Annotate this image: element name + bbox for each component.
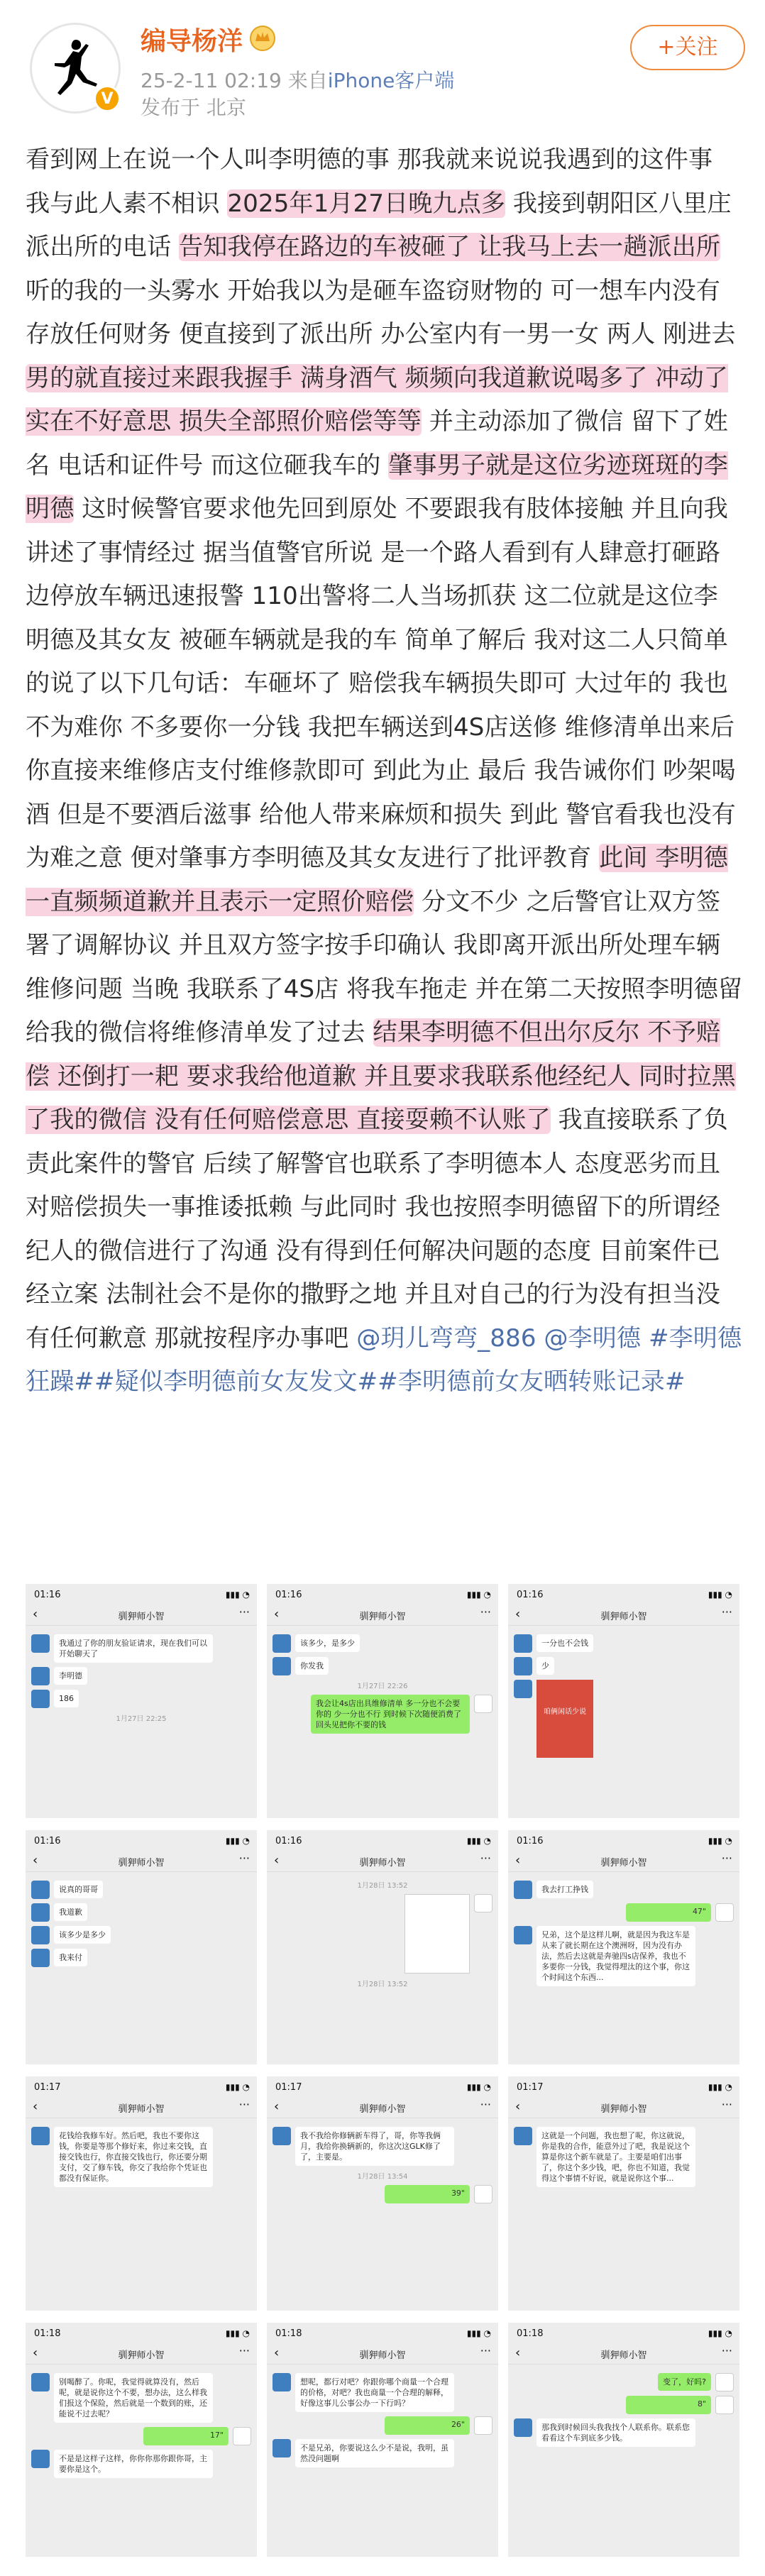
- chat-avatar[interactable]: [31, 2450, 50, 2468]
- chat-title: 驯狎师小智: [600, 2350, 647, 2361]
- message-bubble[interactable]: 186: [54, 1690, 79, 1707]
- back-icon[interactable]: ‹: [515, 2345, 521, 2360]
- status-time: 01:18: [275, 2328, 302, 2339]
- phone-status-bar: [508, 2076, 739, 2098]
- message-bubble[interactable]: 李明德: [54, 1667, 87, 1685]
- chat-avatar[interactable]: [31, 1667, 50, 1685]
- phone-status-bar: [26, 2323, 257, 2344]
- message-row: [273, 1634, 492, 1653]
- message-timestamp: 1月28日 13:52: [357, 1882, 408, 1890]
- highlighted-text: 此间 李明德一直频频道歉并且表示一定照价赔偿: [26, 844, 728, 916]
- chat-avatar[interactable]: [715, 2373, 734, 2391]
- post-source[interactable]: iPhone客户端: [327, 69, 455, 92]
- chat-navbar: [267, 2344, 498, 2365]
- phone-status-bar: [508, 1584, 739, 1605]
- status-time: 01:17: [517, 2082, 544, 2093]
- message-list: [508, 2118, 739, 2196]
- chat-screenshot[interactable]: [508, 1584, 739, 1818]
- message-row: [31, 1926, 251, 1944]
- message-bubble[interactable]: 少: [536, 1657, 554, 1675]
- chat-title: 驯狎师小智: [359, 2350, 406, 2361]
- message-timestamp: 1月28日 13:54: [357, 2173, 408, 2181]
- more-icon[interactable]: ···: [480, 2344, 491, 2357]
- message-row: [514, 1926, 734, 1986]
- back-icon[interactable]: ‹: [515, 1853, 521, 1868]
- image-grid: [26, 1584, 739, 2563]
- chat-screenshot[interactable]: [508, 1830, 739, 2064]
- message-list: [508, 1626, 739, 1766]
- chat-avatar[interactable]: [514, 1680, 532, 1698]
- back-icon[interactable]: ‹: [33, 2345, 38, 2360]
- message-bubble[interactable]: 不是是这样子这样，你你你那你跟你哥，主要你是这个。: [54, 2450, 213, 2478]
- message-bubble[interactable]: 你发我: [295, 1657, 329, 1675]
- chat-screenshot[interactable]: [26, 1584, 257, 1818]
- chat-title: 驯狎师小智: [118, 1858, 165, 1868]
- chat-title: 驯狎师小智: [359, 1858, 406, 1868]
- more-icon[interactable]: ···: [721, 2344, 732, 2357]
- message-row: [273, 1695, 492, 1734]
- message-bubble[interactable]: 我来付: [54, 1949, 87, 1966]
- status-time: 01:16: [517, 1590, 544, 1600]
- voice-message[interactable]: 47": [626, 1903, 711, 1922]
- signal-battery-icon: ▮▮▮ ◔: [466, 2328, 491, 2338]
- message-row: [31, 2450, 251, 2478]
- message-bubble[interactable]: 花钱给我修车好。然后吧，我也不要你这钱，你要是等那个修好来，你过来交钱，直接交钱也行，你直接交钱也行，你还要分期支付，交了修车钱，你交了我给你个凭证也都没有保证你。: [54, 2127, 213, 2187]
- message-timestamp: 1月27日 22:26: [357, 1683, 408, 1690]
- chat-avatar[interactable]: [514, 1657, 532, 1675]
- back-icon[interactable]: ‹: [274, 1607, 280, 1622]
- more-icon[interactable]: ···: [238, 2098, 250, 2111]
- message-row: [273, 1657, 492, 1675]
- follow-button[interactable]: +关注: [630, 25, 745, 70]
- chat-avatar[interactable]: [273, 1634, 291, 1653]
- message-row: [514, 2373, 734, 2391]
- chat-avatar[interactable]: [31, 1926, 50, 1944]
- message-row: [514, 1634, 734, 1653]
- chat-avatar[interactable]: [514, 1634, 532, 1653]
- chat-title: 驯狎师小智: [600, 1858, 647, 1868]
- message-list: [26, 2365, 257, 2487]
- post-body: [26, 138, 742, 1404]
- back-icon[interactable]: ‹: [33, 1607, 38, 1622]
- phone-status-bar: [508, 1830, 739, 1851]
- message-list: [267, 2118, 498, 2212]
- mentions-hashtags[interactable]: @玥儿弯弯_886 @李明德 #李明德狂躁##疑似李明德前女友发文##李明德前女友晒转账记录#: [26, 1323, 742, 1396]
- status-time: 01:16: [275, 1590, 302, 1600]
- jumpman-logo-icon: [48, 35, 103, 101]
- message-row: [273, 1894, 492, 1974]
- signal-battery-icon: ▮▮▮ ◔: [225, 1590, 250, 1600]
- phone-status-bar: [26, 2076, 257, 2098]
- message-list: [267, 2365, 498, 2476]
- message-list: [26, 1626, 257, 1730]
- chat-title: 驯狎师小智: [118, 2350, 165, 2361]
- message-row: [514, 2396, 734, 2414]
- post-meta: [141, 65, 454, 94]
- phone-status-bar: [26, 1830, 257, 1851]
- voice-message[interactable]: 8": [626, 2396, 711, 2414]
- message-row: [31, 1667, 251, 1685]
- phone-status-bar: [26, 1584, 257, 1605]
- chat-title: 驯狎师小智: [359, 1612, 406, 1622]
- chat-navbar: [26, 2344, 257, 2365]
- message-bubble[interactable]: 兄弟，这个是这样儿啊，就是因为我这车是从来了就长期在这个澳洲呀，因为没有办法，然后去这就是奔驰四s店保养，我也不多要你一分钱，我觉得埋汰的这个事，你这个时间这个东西...: [536, 1926, 695, 1986]
- chat-avatar[interactable]: [514, 1881, 532, 1899]
- message-bubble[interactable]: 别喝醉了。你呢，我觉得就算没有，然后呢，就是说你这个不要，想办法，这么样我们报这个保险，然后就是一个数到的账，还能说不过去呢？: [54, 2373, 213, 2423]
- message-row: [273, 2373, 492, 2412]
- chat-avatar[interactable]: [31, 1690, 50, 1708]
- signal-battery-icon: ▮▮▮ ◔: [225, 1836, 250, 1846]
- chat-title: 驯狎师小智: [600, 2104, 647, 2115]
- signal-battery-icon: ▮▮▮ ◔: [708, 1836, 732, 1846]
- message-bubble[interactable]: 变了，好吗?: [658, 2373, 711, 2391]
- signal-battery-icon: ▮▮▮ ◔: [466, 1590, 491, 1600]
- crown-badge-icon: [248, 24, 277, 51]
- voice-message[interactable]: 26": [385, 2416, 470, 2435]
- status-time: 01:16: [275, 1836, 302, 1846]
- status-time: 01:18: [34, 2328, 61, 2339]
- chat-navbar: [267, 2098, 498, 2118]
- message-row: [273, 2127, 492, 2166]
- highlighted-text: 男的就直接过来跟我握手 满身酒气 频频向我道歉说喝多了 冲动了 实在不好意思 损失全部照价赔偿等等: [26, 363, 728, 436]
- chat-avatar[interactable]: [474, 2416, 492, 2435]
- back-icon[interactable]: ‹: [274, 1853, 280, 1868]
- message-row: [514, 1903, 734, 1922]
- chat-avatar[interactable]: [31, 2127, 50, 2145]
- voice-message[interactable]: 17": [143, 2427, 229, 2445]
- chat-navbar: [26, 1605, 257, 1626]
- chat-navbar: [267, 1851, 498, 1872]
- message-bubble[interactable]: 一分也不会钱: [536, 1634, 593, 1652]
- message-bubble[interactable]: 该多少是多少: [54, 1926, 111, 1944]
- verified-badge-icon: V: [94, 85, 121, 112]
- chat-navbar: [508, 1605, 739, 1626]
- chat-title: 驯狎师小智: [359, 2104, 406, 2115]
- sticker-image[interactable]: 咱俩闲话少说: [536, 1680, 593, 1758]
- highlighted-text: 告知我停在路边的车被砸了 让我马上去一趟派出所: [179, 233, 720, 261]
- status-time: 01:16: [34, 1836, 61, 1846]
- phone-status-bar: [267, 2076, 498, 2098]
- status-time: 01:17: [275, 2082, 302, 2093]
- chat-avatar[interactable]: [715, 2396, 734, 2414]
- chat-avatar[interactable]: [31, 1903, 50, 1922]
- post-text: 听的我的一头雾水 开始我以为是砸车盗窃财物的 可一想车内没有存放任何财务 便直接到了派出所 办公室内有一男一女 两人 刚进去: [26, 276, 736, 348]
- signal-battery-icon: ▮▮▮ ◔: [708, 2328, 732, 2338]
- chat-screenshot[interactable]: [26, 1830, 257, 2064]
- post-text: 我直接联系了负责此案件的警官 后续了解警官也联系了李明德本人 态度恶劣而且对赔偿损失一事推诿抵赖 与此同时 我也按照李明德留下的所谓经纪人的微信进行了沟通 没有得到任何解决问题的态度 目前案件已经立案 法制社会不是你的撒野之地 并且对自己的行为没有担当没有任何歉意 那就按程序办事吧: [26, 1106, 728, 1353]
- message-bubble[interactable]: 我不我给你修辆新车得了，哥，你等我俩月，我给你换辆新的，你这次这GLK修了了，主要是。: [295, 2127, 454, 2166]
- signal-battery-icon: ▮▮▮ ◔: [708, 2082, 732, 2092]
- message-row: [273, 2439, 492, 2467]
- message-timestamp: 1月27日 22:25: [116, 1715, 167, 1723]
- chat-screenshot[interactable]: [267, 2076, 498, 2311]
- more-icon[interactable]: ···: [238, 1605, 250, 1619]
- back-icon[interactable]: ‹: [274, 2099, 280, 2114]
- chat-screenshot[interactable]: [508, 2076, 739, 2311]
- phone-status-bar: [508, 2323, 739, 2344]
- post-text: 分文不少 之后警官让双方签署了调解协议 并且双方签字按手印确认 我即离开派出所处理车辆维修问题 当晚 我联系了4S店 将我车拖走 并在第二天按照李明德留给我的微信将维修清单发了过去: [26, 887, 742, 1047]
- back-icon[interactable]: ‹: [515, 2099, 521, 2114]
- more-icon[interactable]: ···: [238, 1851, 250, 1865]
- username[interactable]: 编导杨洋: [141, 27, 243, 56]
- chat-screenshot[interactable]: [26, 2323, 257, 2557]
- message-bubble[interactable]: 我会让4s店出具维修清单 多一分也不会要你的 少一分也不行 到时候下次随便消费了 回头见把你不要的钱: [311, 1695, 470, 1734]
- post-text: 我接到朝阳区八里庄派出所的电话: [26, 189, 732, 261]
- message-row: [514, 1680, 734, 1758]
- message-row: [514, 1657, 734, 1675]
- message-row: [514, 2418, 734, 2447]
- chat-navbar: [508, 1851, 739, 1872]
- chat-navbar: [26, 1851, 257, 1872]
- back-icon[interactable]: ‹: [274, 2345, 280, 2360]
- chat-avatar[interactable]: [31, 1949, 50, 1967]
- chat-screenshot[interactable]: [267, 1584, 498, 1818]
- message-row: [273, 2185, 492, 2203]
- chat-navbar: [26, 2098, 257, 2118]
- chat-navbar: [508, 2344, 739, 2365]
- message-bubble[interactable]: 我通过了你的朋友验证请求，现在我们可以开始聊天了: [54, 1634, 213, 1663]
- message-list: [508, 2365, 739, 2455]
- chat-screenshot[interactable]: [267, 2323, 498, 2557]
- message-bubble[interactable]: 那我到时候回头我我找个人联系你。联系您看看这个车到底多少钱。: [536, 2418, 695, 2447]
- message-row: [31, 1690, 251, 1708]
- chat-screenshot[interactable]: [508, 2323, 739, 2557]
- post-header: [0, 0, 765, 145]
- status-time: 01:17: [34, 2082, 61, 2093]
- back-icon[interactable]: ‹: [33, 1853, 38, 1868]
- message-row: [31, 1903, 251, 1922]
- chat-avatar[interactable]: [31, 1634, 50, 1653]
- signal-battery-icon: ▮▮▮ ◔: [708, 1590, 732, 1600]
- chat-avatar[interactable]: [514, 1926, 532, 1944]
- chat-avatar[interactable]: [514, 2418, 532, 2437]
- status-time: 01:16: [34, 1590, 61, 1600]
- message-row: [273, 2416, 492, 2435]
- phone-status-bar: [267, 2323, 498, 2344]
- message-row: [31, 2427, 251, 2445]
- more-icon[interactable]: ···: [721, 2098, 732, 2111]
- message-list: [26, 2118, 257, 2196]
- post-text: 这时候警官要求他先回到原处 不要跟我有肢体接触 并且向我讲述了事情经过 据当值警官所说 是一个路人看到有人肆意打砸路边停放车辆迅速报警 110出警将二人当场抓获 这二位就是这位李明德及其女友 被砸车辆就是我的车 简单了解后 我对这二人只简单的说了以下几句话：车砸坏了 赔偿我车辆损失即可 大过年的 我也不为难你 不多要你一分钱 我把车辆送到4S店送修 维修清单出来后 你直接来维修店支付维修款即可 到此为止 最后 我告诫你们 吵架喝酒 但是不要酒后滋事 给他人带来麻烦和损失 到此 警官看我也没有为难之意 便对肇事方李明德及其女友进行了批评教育: [26, 495, 736, 872]
- highlighted-text: 肇事男子就是这位劣迹斑斑的李明德: [26, 451, 728, 523]
- more-icon[interactable]: ···: [480, 1605, 491, 1619]
- more-icon[interactable]: ···: [238, 2344, 250, 2357]
- chat-avatar[interactable]: [31, 1881, 50, 1899]
- signal-battery-icon: ▮▮▮ ◔: [225, 2328, 250, 2338]
- phone-status-bar: [267, 1830, 498, 1851]
- highlighted-text: 2025年1月27日晚九点多: [227, 189, 505, 218]
- signal-battery-icon: ▮▮▮ ◔: [225, 2082, 250, 2092]
- more-icon[interactable]: ···: [721, 1851, 732, 1865]
- chat-avatar[interactable]: [233, 2427, 251, 2445]
- phone-status-bar: [267, 1584, 498, 1605]
- post-datetime: 25-2-11 02:19: [141, 69, 282, 92]
- message-bubble[interactable]: 我道歉: [54, 1903, 87, 1921]
- post-text: 并主动添加了微信 留下了姓名 电话和证件号 而这位砸我车的: [26, 407, 728, 480]
- message-list: [267, 1626, 498, 1742]
- message-bubble[interactable]: 想呢，都行对吧？你跟你哪个商量一个合理的价格，对吧？我也商量一个合理的解释，好像这事儿公事公办一下行吗？: [295, 2373, 454, 2412]
- chat-navbar: [508, 2098, 739, 2118]
- chat-title: 驯狎师小智: [600, 1612, 647, 1622]
- message-bubble[interactable]: 我去打工挣钱: [536, 1881, 593, 1898]
- message-list: [26, 1872, 257, 1976]
- post-location: 发布于 北京: [141, 96, 246, 119]
- post-text: 看到网上在说一个人叫李明德的事 那我就来说说我遇到的这件事 我与此人素不相识: [26, 145, 713, 218]
- message-list: [267, 1872, 498, 1996]
- chat-avatar[interactable]: [273, 1657, 291, 1675]
- message-timestamp: 1月28日 13:52: [357, 1981, 408, 1988]
- message-row: [31, 2373, 251, 2423]
- chat-avatar[interactable]: [474, 2185, 492, 2203]
- chat-avatar[interactable]: [273, 2127, 291, 2145]
- signal-battery-icon: ▮▮▮ ◔: [466, 1836, 491, 1846]
- chat-avatar[interactable]: [474, 1695, 492, 1713]
- back-icon[interactable]: ‹: [33, 2099, 38, 2114]
- signal-battery-icon: ▮▮▮ ◔: [466, 2082, 491, 2092]
- message-row: [31, 1949, 251, 1967]
- chat-navbar: [267, 1605, 498, 1626]
- message-row: [514, 1881, 734, 1899]
- chat-avatar[interactable]: [31, 2373, 50, 2391]
- message-bubble[interactable]: 该多少，是多少: [295, 1634, 360, 1652]
- chat-avatar[interactable]: [715, 1903, 734, 1922]
- more-icon[interactable]: ···: [480, 1851, 491, 1865]
- back-icon[interactable]: ‹: [515, 1607, 521, 1622]
- message-row: [514, 2127, 734, 2187]
- message-bubble[interactable]: 这就是一个问题，我也想了呢，你这就说，你是我的合作，能意外过了吧，我是说这个算是你这个新车就是了。主要是咱们出事了，你这个多少钱，吧，你也不知道，我觉得这个事情不好说，就是说你这个事...: [536, 2127, 695, 2187]
- more-icon[interactable]: ···: [480, 2098, 491, 2111]
- chat-avatar[interactable]: [474, 1894, 492, 1912]
- status-time: 01:16: [517, 1836, 544, 1846]
- chat-avatar[interactable]: [514, 2127, 532, 2145]
- chat-avatar[interactable]: [273, 2439, 291, 2457]
- message-row: [31, 1881, 251, 1899]
- source-prefix: 来自: [287, 69, 328, 92]
- message-row: [31, 2127, 251, 2187]
- photo-message[interactable]: [404, 1894, 470, 1974]
- voice-message[interactable]: 39": [385, 2185, 470, 2203]
- more-icon[interactable]: ···: [721, 1605, 732, 1619]
- highlighted-text: 结果李明德不但出尔反尔 不予赔偿 还倒打一耙 要求我给他道歉 并且要求我联系他经纪人 同时拉黑了我的微信 没有任何赔偿意思 直接耍赖不认账了: [26, 1018, 736, 1134]
- message-row: [31, 1634, 251, 1663]
- chat-title: 驯狎师小智: [118, 1612, 165, 1622]
- chat-avatar[interactable]: [273, 2373, 291, 2391]
- chat-screenshot[interactable]: [26, 2076, 257, 2311]
- message-bubble[interactable]: 说真的哥哥: [54, 1881, 103, 1898]
- chat-screenshot[interactable]: [267, 1830, 498, 2064]
- message-list: [508, 1872, 739, 1995]
- chat-title: 驯狎师小智: [118, 2104, 165, 2115]
- status-time: 01:18: [517, 2328, 544, 2339]
- message-bubble[interactable]: 不是兄弟，你要说这么少不是说，我明，虽然没问题啊: [295, 2439, 454, 2467]
